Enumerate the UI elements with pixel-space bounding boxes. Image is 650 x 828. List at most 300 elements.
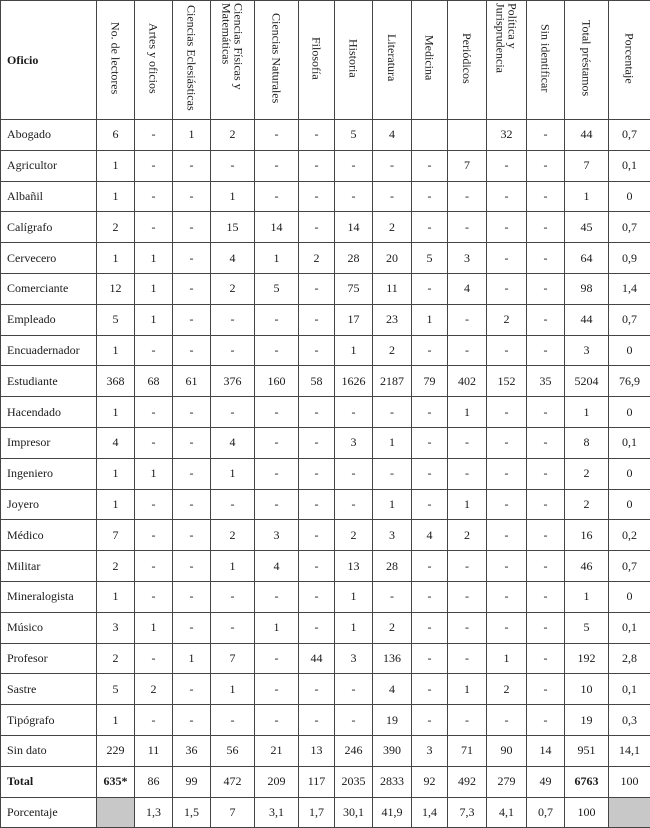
table-cell: 0 (609, 397, 650, 428)
table-cell: - (255, 489, 299, 520)
table-cell: - (412, 643, 448, 674)
table-cell: - (448, 304, 487, 335)
table-cell: - (527, 212, 565, 243)
table-cell: 1 (448, 397, 487, 428)
table-cell: - (373, 397, 412, 428)
table-cell: - (173, 520, 211, 551)
table-cell: - (135, 212, 173, 243)
table-cell: 0 (609, 458, 650, 489)
table-cell: 1 (97, 397, 135, 428)
table-cell: 4 (97, 427, 135, 458)
table-cell: 1 (448, 674, 487, 705)
table-cell: - (255, 304, 299, 335)
table-cell (448, 120, 487, 151)
table-cell: - (412, 273, 448, 304)
table-cell: 14,1 (609, 735, 650, 766)
table-cell: 2 (373, 212, 412, 243)
table-cell: 2 (487, 674, 527, 705)
table-cell: 7 (565, 150, 609, 181)
table-cell: - (135, 705, 173, 736)
column-header (609, 1, 650, 120)
table-cell: - (527, 397, 565, 428)
column-header (335, 1, 373, 120)
table-cell: 7,3 (448, 797, 487, 828)
table-cell: - (255, 150, 299, 181)
table-cell: 3 (412, 735, 448, 766)
table-cell: - (299, 397, 335, 428)
table-cell: 1,3 (135, 797, 173, 828)
table-cell: - (173, 427, 211, 458)
column-header (412, 1, 448, 120)
table-cell: - (255, 643, 299, 674)
table-cell: - (299, 427, 335, 458)
table-cell: - (527, 612, 565, 643)
table-cell: 7 (211, 643, 255, 674)
table-cell: - (135, 581, 173, 612)
table-cell: - (527, 705, 565, 736)
table-cell: - (173, 273, 211, 304)
table-cell: 1 (211, 551, 255, 582)
table-cell: 1 (97, 581, 135, 612)
table-cell: - (487, 612, 527, 643)
table-cell: - (255, 458, 299, 489)
table-cell: - (135, 397, 173, 428)
table-cell: - (173, 551, 211, 582)
table-cell (97, 797, 135, 828)
column-header (527, 1, 565, 120)
table-cell: 56 (211, 735, 255, 766)
table-cell: - (173, 243, 211, 274)
table-cell: - (448, 427, 487, 458)
table-cell: 2 (373, 335, 412, 366)
table-row (1, 643, 650, 674)
column-header-label: Filosofía (311, 37, 323, 80)
row-label: Militar (1, 551, 97, 582)
table-row (1, 120, 650, 151)
table-cell: 1 (448, 489, 487, 520)
table-cell: 2 (335, 520, 373, 551)
table-cell: 1,7 (299, 797, 335, 828)
table-row (1, 581, 650, 612)
table-cell: 3 (565, 335, 609, 366)
table-cell: 2 (97, 643, 135, 674)
table-cell: - (135, 551, 173, 582)
table-cell: - (135, 120, 173, 151)
column-header (97, 1, 135, 120)
table-row (1, 735, 650, 766)
table-row (1, 551, 650, 582)
table-cell: 44 (565, 304, 609, 335)
table-row (1, 427, 650, 458)
column-header-label: Ciencias Físicas y Matemáticas (221, 3, 245, 113)
table-cell: 11 (135, 735, 173, 766)
table-cell: 4,1 (487, 797, 527, 828)
table-cell: 1626 (335, 366, 373, 397)
table-cell: 192 (565, 643, 609, 674)
column-header (299, 1, 335, 120)
column-header-label: Sin identificar (540, 24, 552, 92)
table-cell: 368 (97, 366, 135, 397)
row-label: Porcentaje (1, 797, 97, 828)
table-row (1, 520, 650, 551)
table-cell: - (487, 212, 527, 243)
table-cell: 41,9 (373, 797, 412, 828)
table-cell: 15 (211, 212, 255, 243)
table-cell: - (299, 489, 335, 520)
table-cell: 136 (373, 643, 412, 674)
table-cell: 45 (565, 212, 609, 243)
table-cell: 1 (373, 427, 412, 458)
table-cell: 2833 (373, 766, 412, 797)
table-row (1, 150, 650, 181)
table-cell: - (255, 120, 299, 151)
table-cell: - (448, 551, 487, 582)
table-cell: - (299, 520, 335, 551)
table-cell: - (527, 181, 565, 212)
table-cell: 0,1 (609, 150, 650, 181)
table-cell: 1 (565, 181, 609, 212)
table-cell: - (527, 150, 565, 181)
table-cell: 49 (527, 766, 565, 797)
table-cell: 492 (448, 766, 487, 797)
table-cell: - (173, 674, 211, 705)
table-cell: - (487, 335, 527, 366)
column-header-label: Ciencias Naturales (271, 13, 283, 103)
table-cell: 1 (97, 458, 135, 489)
table-cell: - (299, 212, 335, 243)
table-cell: 7 (97, 520, 135, 551)
table-cell: 86 (135, 766, 173, 797)
table-cell: - (173, 304, 211, 335)
row-label: Ingeniero (1, 458, 97, 489)
table-cell: 1 (135, 458, 173, 489)
table-cell: 44 (299, 643, 335, 674)
row-label: Total (1, 766, 97, 797)
table-cell: 1 (211, 458, 255, 489)
table-cell: - (211, 335, 255, 366)
table-cell: 152 (487, 366, 527, 397)
table-cell: - (412, 551, 448, 582)
table-cell: - (373, 150, 412, 181)
table-cell: - (211, 705, 255, 736)
table-cell: - (211, 150, 255, 181)
row-label: Albañil (1, 181, 97, 212)
table-cell: 0,7 (609, 212, 650, 243)
table-cell: 3 (448, 243, 487, 274)
column-header (255, 1, 299, 120)
table-cell: - (487, 489, 527, 520)
table-cell: 61 (173, 366, 211, 397)
table-cell: 1,4 (412, 797, 448, 828)
table-cell: 1,5 (173, 797, 211, 828)
table-cell: - (299, 674, 335, 705)
column-header (135, 1, 173, 120)
table-cell: 0,1 (609, 427, 650, 458)
table-cell: 951 (565, 735, 609, 766)
table-cell: 2 (97, 551, 135, 582)
table-cell: 90 (487, 735, 527, 766)
row-label: Mineralogista (1, 581, 97, 612)
table-row (1, 304, 650, 335)
table-cell: - (487, 243, 527, 274)
table-cell: 3,1 (255, 797, 299, 828)
row-label: Estudiante (1, 366, 97, 397)
table-cell: 4 (373, 120, 412, 151)
table-cell: - (373, 181, 412, 212)
table-cell: 16 (565, 520, 609, 551)
table-cell: - (527, 427, 565, 458)
table-cell: - (299, 335, 335, 366)
table-cell: 402 (448, 366, 487, 397)
table-cell: 2 (97, 212, 135, 243)
table-cell: - (527, 243, 565, 274)
table-cell: - (527, 551, 565, 582)
table-cell: 7 (448, 150, 487, 181)
table-cell: 10 (565, 674, 609, 705)
table-cell: - (255, 705, 299, 736)
table-cell: - (211, 612, 255, 643)
table-cell: 0,7 (609, 120, 650, 151)
table-cell: 5 (97, 304, 135, 335)
table-cell: 229 (97, 735, 135, 766)
table-cell: 0,2 (609, 520, 650, 551)
table-cell: 14 (527, 735, 565, 766)
table-cell: - (135, 520, 173, 551)
table-cell: - (299, 304, 335, 335)
table-cell: - (335, 150, 373, 181)
table-cell: 1 (335, 335, 373, 366)
table-row (1, 674, 650, 705)
total-row (1, 766, 650, 797)
table-cell: 58 (299, 366, 335, 397)
row-label: Encuadernador (1, 335, 97, 366)
table-cell: - (173, 212, 211, 243)
row-label: Calígrafo (1, 212, 97, 243)
table-cell: - (448, 705, 487, 736)
table-cell: - (448, 335, 487, 366)
table-cell: 0 (609, 181, 650, 212)
table-cell: 390 (373, 735, 412, 766)
row-label: Músico (1, 612, 97, 643)
table-cell: - (299, 705, 335, 736)
table-cell: 23 (373, 304, 412, 335)
table-cell: - (173, 612, 211, 643)
table-cell: - (335, 181, 373, 212)
table-cell: 1 (565, 397, 609, 428)
table-cell: - (487, 458, 527, 489)
table-cell: 246 (335, 735, 373, 766)
table-cell: - (487, 581, 527, 612)
table-cell: 13 (335, 551, 373, 582)
table-cell: - (135, 643, 173, 674)
table-cell: - (412, 458, 448, 489)
column-header-label: Política y Jurisprudencia (495, 3, 519, 113)
table-cell: 17 (335, 304, 373, 335)
table-cell: - (412, 335, 448, 366)
row-label: Empleado (1, 304, 97, 335)
table-cell: 13 (299, 735, 335, 766)
table-cell: - (135, 335, 173, 366)
table-cell: - (527, 273, 565, 304)
table-cell: - (373, 581, 412, 612)
table-cell: 2 (211, 520, 255, 551)
row-label: Abogado (1, 120, 97, 151)
table-cell: 1 (173, 643, 211, 674)
table-cell: - (255, 581, 299, 612)
table-cell: 1 (255, 243, 299, 274)
table-cell: - (173, 181, 211, 212)
table-cell: - (335, 705, 373, 736)
table-cell: - (412, 674, 448, 705)
table-cell: 376 (211, 366, 255, 397)
table-cell: - (487, 150, 527, 181)
table-cell: - (299, 612, 335, 643)
table-cell: 472 (211, 766, 255, 797)
table-cell: - (448, 181, 487, 212)
table-cell: - (173, 705, 211, 736)
table-cell: 1 (135, 243, 173, 274)
table-cell: 0,1 (609, 612, 650, 643)
table-cell: - (412, 150, 448, 181)
percent-row (1, 797, 650, 828)
table-cell: - (299, 181, 335, 212)
header-row (1, 1, 650, 120)
table-cell: 1 (173, 120, 211, 151)
row-label: Sin dato (1, 735, 97, 766)
table-cell: - (527, 643, 565, 674)
table-cell: - (448, 458, 487, 489)
table-cell: - (448, 212, 487, 243)
table-cell: - (135, 150, 173, 181)
table-cell: - (448, 612, 487, 643)
table-row (1, 397, 650, 428)
column-header (565, 1, 609, 120)
table-cell: 4 (211, 427, 255, 458)
row-label: Comerciante (1, 273, 97, 304)
table-cell: 11 (373, 273, 412, 304)
table-cell: 28 (373, 551, 412, 582)
table-cell: 19 (565, 705, 609, 736)
table-cell: 14 (335, 212, 373, 243)
table-cell: 0 (609, 581, 650, 612)
table-cell: 1 (487, 643, 527, 674)
table-cell: - (487, 273, 527, 304)
table-cell: 92 (412, 766, 448, 797)
table-cell: 1 (97, 705, 135, 736)
table-cell: 5 (255, 273, 299, 304)
table-row (1, 243, 650, 274)
table-cell: 2 (373, 612, 412, 643)
table-cell: 2 (487, 304, 527, 335)
table-cell: 3 (97, 612, 135, 643)
table-cell: 5204 (565, 366, 609, 397)
table-cell: - (211, 397, 255, 428)
table-cell: 6 (97, 120, 135, 151)
table-cell: 8 (565, 427, 609, 458)
column-header-label: Medicina (424, 35, 436, 80)
table-cell: 71 (448, 735, 487, 766)
table-cell: - (173, 581, 211, 612)
column-header-label: No. de lectores (110, 22, 122, 94)
table-cell: 0,1 (609, 674, 650, 705)
table-cell: 1 (97, 181, 135, 212)
table-cell: - (211, 581, 255, 612)
table-cell: - (487, 705, 527, 736)
column-header-label: Literatura (386, 34, 398, 81)
column-header-label: Porcentaje (624, 33, 636, 84)
table-cell: - (527, 120, 565, 151)
table-cell: 5 (97, 674, 135, 705)
table-cell: 2 (565, 489, 609, 520)
table-cell: 0,7 (609, 304, 650, 335)
table-cell: 2 (565, 458, 609, 489)
table-cell: 4 (255, 551, 299, 582)
table-cell: 1 (135, 612, 173, 643)
table-cell: 5 (335, 120, 373, 151)
table-cell: 0 (609, 335, 650, 366)
table-cell: 14 (255, 212, 299, 243)
table-cell: 0,9 (609, 243, 650, 274)
table-cell: 1 (335, 581, 373, 612)
table-cell: - (373, 458, 412, 489)
row-label: Joyero (1, 489, 97, 520)
column-header (487, 1, 527, 120)
table-cell: - (527, 520, 565, 551)
table-cell: - (299, 551, 335, 582)
table-cell: - (487, 520, 527, 551)
table-cell: 0,3 (609, 705, 650, 736)
table-cell: 2187 (373, 366, 412, 397)
table-cell: - (255, 397, 299, 428)
table-cell: 99 (173, 766, 211, 797)
table-cell: 0 (609, 489, 650, 520)
table-row (1, 705, 650, 736)
table-cell: 0,7 (527, 797, 565, 828)
row-label: Agricultor (1, 150, 97, 181)
table-cell: - (135, 181, 173, 212)
table-row (1, 489, 650, 520)
table-cell: 1 (135, 273, 173, 304)
table-cell: - (527, 489, 565, 520)
table-cell: - (527, 304, 565, 335)
table-cell: 2 (211, 120, 255, 151)
table-cell: - (335, 489, 373, 520)
column-header (211, 1, 255, 120)
table-cell: 3 (373, 520, 412, 551)
table-row (1, 366, 650, 397)
table-row (1, 273, 650, 304)
row-label: Hacendado (1, 397, 97, 428)
column-header-label: Periódicos (461, 33, 473, 84)
table-cell: 28 (335, 243, 373, 274)
row-label: Cervecero (1, 243, 97, 274)
table-cell: 98 (565, 273, 609, 304)
table-cell: 32 (487, 120, 527, 151)
table-cell: - (299, 120, 335, 151)
table-cell: 4 (373, 674, 412, 705)
table-cell: - (135, 489, 173, 520)
table-cell: 68 (135, 366, 173, 397)
table-cell: - (487, 181, 527, 212)
table-cell: - (255, 427, 299, 458)
table-cell: - (299, 150, 335, 181)
table-cell: 75 (335, 273, 373, 304)
table-cell: - (173, 458, 211, 489)
table-cell: 2 (135, 674, 173, 705)
table-cell: - (412, 397, 448, 428)
table-cell: - (299, 273, 335, 304)
table-cell: 5 (565, 612, 609, 643)
